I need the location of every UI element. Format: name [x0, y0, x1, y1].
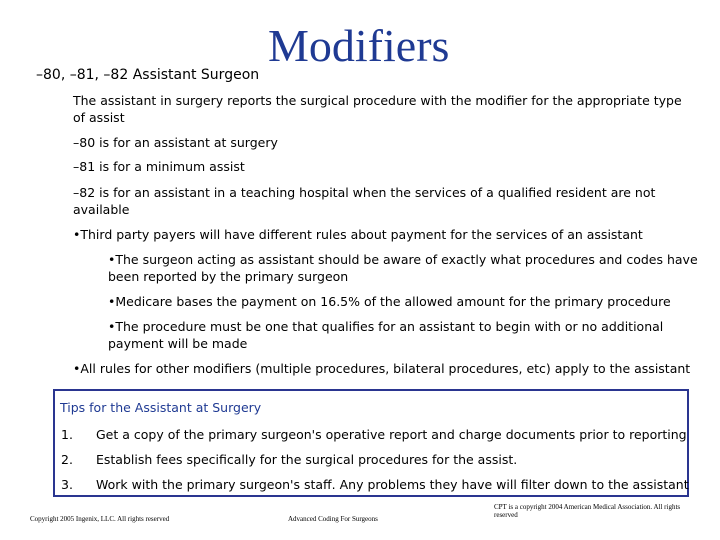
- footer-course-title: Advanced Coding For Surgeons: [288, 515, 378, 523]
- modifier-82-text: –82 is for an assistant in a teaching hospital when the services of a qualified resident are not available: [73, 185, 656, 217]
- tip-number: 1.: [61, 427, 73, 442]
- tip-number: 3.: [61, 477, 73, 492]
- tip-text: Work with the primary surgeon's staff. Any problems they have will filter down to the assistant: [96, 477, 689, 492]
- tip-number: 2.: [61, 452, 73, 467]
- footer-copyright: Copyright 2005 Ingenix, LLC. All rights reserved: [30, 515, 170, 523]
- tip-text: Establish fees specifically for the surgical procedures for the assist.: [96, 452, 518, 467]
- bullet-third-party: •Third party payers will have different rules about payment for the services of an assistant: [73, 227, 643, 242]
- tip-text: Get a copy of the primary surgeon's operative report and charge documents prior to reporting: [96, 427, 687, 442]
- tips-title: Tips for the Assistant at Surgery: [60, 400, 262, 415]
- intro-paragraph: The assistant in surgery reports the surgical procedure with the modifier for the appropriate type of assist: [73, 93, 682, 125]
- slide-title: Modifiers: [268, 20, 450, 71]
- modifier-80-text: –80 is for an assistant at surgery: [73, 135, 278, 150]
- modifier-81-text: –81 is for a minimum assist: [73, 159, 245, 174]
- sub-bullet-qualifies: •The procedure must be one that qualifies for an assistant to begin with or no additional payment will be made: [108, 319, 664, 351]
- sub-bullet-medicare: •Medicare bases the payment on 16.5% of the allowed amount for the primary procedure: [108, 294, 671, 309]
- footer-cpt-notice: CPT is a copyright 2004 American Medical Association. All rights reserved: [494, 503, 681, 519]
- slide-subtitle: –80, –81, –82 Assistant Surgeon: [36, 67, 260, 83]
- bullet-all-rules: •All rules for other modifiers (multiple procedures, bilateral procedures, etc) apply to the assistant: [73, 361, 691, 376]
- sub-bullet-surgeon-aware: •The surgeon acting as assistant should be aware of exactly what procedures and codes have been reported by the primary surgeon: [108, 252, 698, 284]
